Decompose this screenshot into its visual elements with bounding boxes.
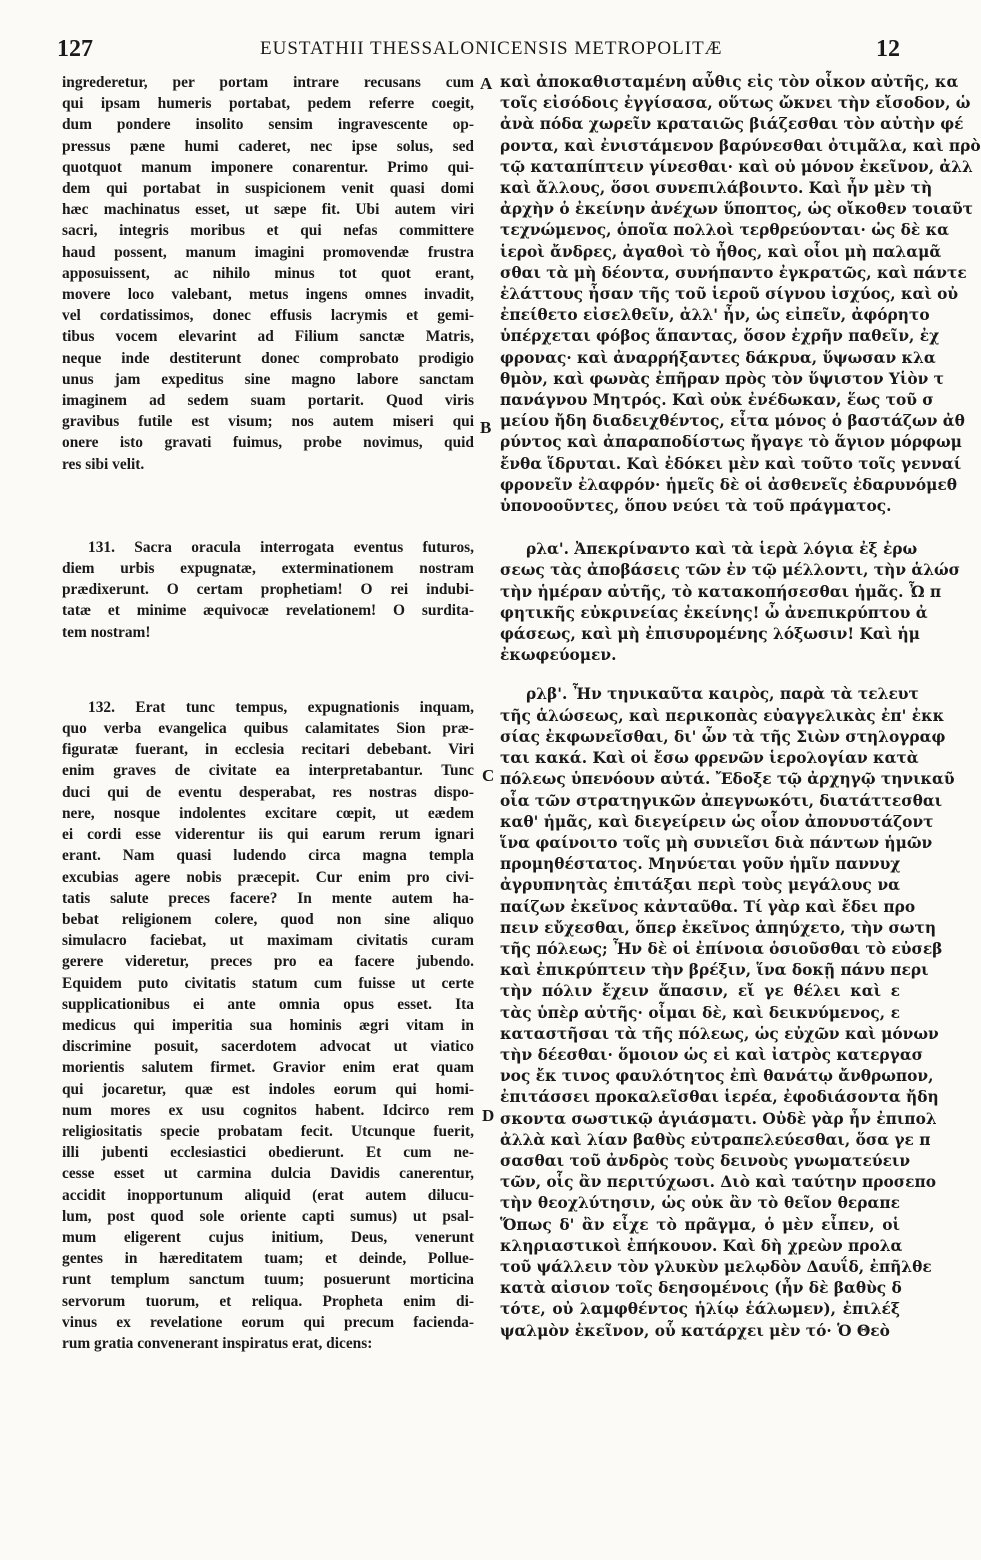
- text-line: ingrederetur, per portam intrare recusans cum: [62, 74, 474, 91]
- text-line: τῷ καταπίπτειν γίνεσθαι· καὶ οὐ μόνον ἐκεῖνον, ἀλλ: [500, 157, 973, 176]
- text-line: φρονας· καὶ ἀναρρήξαντες δάκρυα, ὕψωσαν κλα: [500, 348, 936, 367]
- text-line: ἔνθα ἵδρυται. Καὶ ἐδόκει μὲν καὶ τοῦτο τοῖς γενναί: [500, 454, 962, 473]
- text-line: prædixerunt. O certam prophetiam! O rei indubi-: [62, 581, 474, 599]
- text-line: sacri, integris moribus et qui nefas committere: [62, 222, 474, 240]
- text-line: onere isto gravati fuimus, probe novimus, quid: [62, 434, 474, 452]
- text-line: tatæ et minime æquivocæ revelationem! O surdita-: [62, 602, 474, 620]
- page-number-left: 127: [57, 36, 93, 62]
- text-line: τῶν, οἷς ἂν περιτύχωσι. Διὸ καὶ ταύτην προσεπο: [500, 1173, 937, 1192]
- text-line: excubias agere nobis præcepit. Cur enim pro civi-: [62, 868, 474, 886]
- text-line: τὰς ὑπὲρ αὐτῆς· οἶμαι δὲ, καὶ δεικνύμενος, ε: [500, 1003, 900, 1022]
- text-line: ἀνὰ πόδα χωρεῖν κραταιῶς βιάζεσθαι τὸν αὐτὴν φέ: [500, 115, 964, 134]
- text-line: cesse esset ut carmina dulcia Davidis canerentur,: [62, 1165, 474, 1183]
- running-title: EUSTATHII THESSALONICENSIS METROPOLITÆ: [260, 38, 723, 59]
- text-line: servorum tuorum, et reliqua. Propheta enim di-: [62, 1292, 474, 1310]
- margin-letter-b: B: [480, 418, 492, 437]
- text-line: τοῦ ψάλλειν τὸν γλυκὺν μελῳδὸν Δαυΐδ, ἐπῆλθε: [500, 1257, 932, 1276]
- text-line: τὴν ἡμέραν αὐτῆς, τὸ κατακοπήσεσθαι ἡμᾶς. Ὦ π: [500, 582, 942, 601]
- text-line: φρονεῖν ἐλαφρόν· ἡμεῖς δὲ οἱ ἀσθενεῖς ἐδαρυνόμεθ: [500, 475, 958, 494]
- text-line: ἐπιτάσσει προκαλεῖσθαι ἱερέα, ἐφοδιάσοντα ἤδη: [500, 1088, 939, 1107]
- text-line: Equidem puto civitatis statum cum fuisse ut certe: [62, 974, 474, 992]
- text-line: ei cordi esse viderentur iis qui earum rerum ignari: [62, 826, 474, 844]
- text-line: hæc machinatus esset, ut sæpe fit. Ubi autem viri: [62, 201, 474, 219]
- greek-column: [500, 72, 981, 1342]
- text-line: nere, nosque indolentes excitare cœpit, ut eædem: [62, 804, 474, 822]
- text-line: παίζων ἐκεῖνος κἀνταῦθα. Τί γὰρ καὶ ἔδει προ: [500, 897, 916, 916]
- text-line: erant. Nam quasi ludendo circa magna templa: [62, 847, 474, 865]
- text-line: quotquot manum imponere conarentur. Primo qui-: [62, 158, 474, 176]
- text-line: ὑπέρχεται φόβος ἅπαντας, ὅσον ἐχρῆν παθεῖν, ἐχ: [500, 327, 940, 346]
- text-line: Ὅπως δ' ἂν εἶχε τὸ πρᾶγμα, ὁ μὲν εἶπεν, οἱ: [500, 1215, 900, 1234]
- text-line: qui jocaretur, quæ est indoles eorum qui homi-: [62, 1080, 474, 1098]
- text-line: πόλεως ὑπενόουν αὐτά. Ἔδοξε τῷ ἀρχηγῷ τηνικαῦ: [500, 770, 955, 789]
- text-line: ἐπείθετο εἰσελθεῖν, ἀλλ' ἦν, ὡς εἰπεῖν, ἀφόρητο: [500, 306, 930, 325]
- text-line: qui ipsam humeris portabat, pedem referre coegit,: [62, 95, 474, 113]
- text-line: οἷα τῶν στρατηγικῶν ἀπεγνωκότι, διατάττεσθαι: [500, 791, 943, 810]
- text-line: enim graves de civitate ea interpretabantur. Tunc: [62, 762, 474, 780]
- text-line: προμηθέστατος. Μηνύεται γοῦν ἡμῖν παννυχ: [500, 855, 901, 874]
- text-line: tibus vocem elevarint ad Filium sanctæ Matris,: [62, 328, 474, 346]
- text-line: morientis salutem firmet. Gravior enim erat quam: [62, 1059, 474, 1077]
- text-line: imaginem ad sedem suam portarit. Quod viris: [62, 392, 474, 410]
- greek-paragraph-131: [500, 539, 961, 666]
- text-line: tem nostram!: [62, 623, 151, 641]
- text-line: τὴν δέεσθαι· ὅμοιον ὡς εἰ καὶ ἰατρὸς κατεργασ: [500, 1045, 924, 1064]
- text-line: mum eligerent cujus initium, Deus, venerunt: [62, 1228, 474, 1246]
- running-header: [0, 30, 900, 70]
- text-line: καταστῆσαι τὰ τῆς πόλεως, ὡς εὐχῶν καὶ μόνων: [500, 1024, 939, 1043]
- text-line: σεως τὰς ἀποβάσεις τῶν ἐν τῷ μέλλοντι, τὴν ἁλώσ: [500, 561, 961, 580]
- margin-letter-a: A: [480, 74, 493, 93]
- greek-paragraph-continuation: [500, 72, 981, 517]
- page-number-right: 12: [876, 36, 900, 62]
- text-line: σίας ἐκφωνεῖσθαι, δι' ὧν τὰ τῆς Σιὼν στηλογραφ: [500, 727, 946, 746]
- text-line: σθαι τὰ μὴ δέοντα, συνήπαντο ἐγκρατῶς, καὶ πάντε: [500, 263, 967, 282]
- text-line: gentes in hæreditatem tuam; et deinde, Pollue-: [62, 1250, 474, 1268]
- text-line: illi jubenti ecclesiastici obedierunt. Et cum ne-: [62, 1144, 474, 1162]
- text-line: tatis salute preces facere? In mente autem ha-: [62, 889, 474, 907]
- latin-paragraph-132: [62, 697, 474, 1354]
- text-line: haud possent, manum imagini promovendæ frustra: [62, 243, 474, 261]
- text-line: τὴν θεοχλύτησιν, ὡς οὐκ ἂν τὸ θεῖον θεραπε: [500, 1194, 900, 1213]
- text-line: runt templum sanctum tuum; posuerunt morticina: [62, 1271, 474, 1289]
- text-line: ρλα'. Ἀπεκρίναντο καὶ τὰ ἱερὰ λόγια ἐξ ἐρω: [526, 540, 918, 559]
- text-line: supplicationibus ei ante omnia opus esset. Ita: [62, 995, 474, 1013]
- text-line: ἀγρυπνητὰς ἐπιτάξαι περὶ τοὺς μεγάλους να: [500, 876, 900, 895]
- text-line: res sibi velit.: [62, 455, 145, 473]
- text-line: καὶ ἀποκαθισταμένη αὖθις εἰς τὸν οἶκον αὐτῆς, κα: [500, 73, 959, 91]
- text-line: vinus ex revelatione eorum qui precum facienda-: [62, 1313, 474, 1331]
- text-line: τὴν πόλιν ἔχειν ἅπασιν, εἴ γε θέλει καὶ ε: [500, 982, 900, 1001]
- text-line: ρύντος καὶ ἀπαραποδίστως ἤγαγε τὸ ἅγιον μόρφωμ: [500, 433, 962, 452]
- text-line: discrimine posuit, sacerdotem advocat ut viatico: [62, 1038, 474, 1056]
- text-line: ἀλλὰ καὶ λίαν βαθὺς εὐτραπελεύεσθαι, ὅσα γε π: [500, 1130, 931, 1149]
- text-line: lum, post quod sole oriente capti sumus) ut psal-: [62, 1207, 474, 1225]
- text-line: ροντα, καὶ ἐνιστάμενον βαρύνεσθαι ὀτιμᾶλα, καὶ πρὸ: [500, 136, 981, 155]
- text-line: κληριαστικοὶ ἐπήκουον. Καὶ δὴ χρεὼν προλα: [500, 1236, 903, 1255]
- latin-column: [62, 72, 474, 1354]
- text-line: duci qui de eventu desperabat, res nostras dispo-: [62, 783, 474, 801]
- text-line: κατὰ αἰσιον τοῖς δεησομένοις (ἦν δὲ βαθὺς δ: [500, 1279, 902, 1298]
- text-line: vel cordatissimos, donec effusis lacrymis et gemi-: [62, 307, 474, 325]
- text-line: num mores ex usu cognitos habent. Idcirco rem: [62, 1101, 474, 1119]
- text-line: bebat religionem colere, quod non sine aliquo: [62, 910, 474, 928]
- margin-letter-c: C: [482, 766, 495, 785]
- text-line: καὶ ἐπικρύπτειν τὴν βρέξιν, ἵνα δοκῇ πάνυ περι: [500, 961, 929, 980]
- text-line: movere loco valebant, metus ingens omnes invadit,: [62, 286, 474, 304]
- text-line: τεχνώμενος, ὁποῖα πολλοὶ τερθρεύονται· ὡς δὲ κα: [500, 221, 949, 240]
- text-line: ὑπονοοῦντες, ὅπου νεύει τὰ τοῦ πράγματος.: [500, 497, 892, 516]
- text-line: 131. Sacra oracula interrogata eventus futuros,: [88, 538, 474, 556]
- text-line: medicus qui imperitia sua hominis ægri vitam in: [62, 1016, 474, 1034]
- text-line: ρλβ'. Ἦν τηνικαῦτα καιρὸς, παρὰ τὰ τελευτ: [526, 685, 919, 704]
- text-line: καθ' ἡμᾶς, καὶ διεγείρειν ὡς οἷον ἀπονυστάζοντ: [500, 812, 934, 831]
- text-line: ἱεροὶ ἄνδρες, ἀγαθοὶ τὸ ἦθος, καὶ οἷοι μὴ παλαμᾶ: [500, 242, 942, 261]
- text-line: ἵνα φαίνοιτο τοῖς μὴ συνιεῖσι διὰ πάντων ἡμῶν: [500, 833, 933, 852]
- text-line: dem qui portabat in suspicionem venit quasi domi: [62, 180, 474, 198]
- text-line: ἐκωφεύομεν.: [500, 646, 617, 665]
- text-line: τῆς πόλεως; Ἦν δὲ οἱ ἐπίνοια ὁσιοῦσθαι τὸ εὐσεβ: [500, 939, 943, 958]
- greek-paragraph-132: [500, 684, 955, 1341]
- text-line: 132. Erat tunc tempus, expugnationis inquam,: [88, 698, 474, 716]
- text-line: quo verba evangelica quibus calamitates Sion præ-: [62, 720, 474, 738]
- text-line: καὶ ἄλλους, ὅσοι συνεπιλάβοιντο. Καὶ ἦν μὲν τὴ: [500, 179, 933, 198]
- text-line: religiositatis specie probatam fecit. Utcunque fuerit,: [62, 1122, 474, 1140]
- text-line: diem urbis expugnatæ, exterminationem nostram: [62, 560, 474, 578]
- text-line: gravibus futile est visum; nos autem miseri qui: [62, 413, 474, 431]
- text-line: dum pondere insolito sensim ingravescente op-: [62, 116, 474, 134]
- text-line: neque inde destiterunt donec comprobato prodigio: [62, 349, 474, 367]
- text-line: τῆς ἁλώσεως, καὶ περικοπὰς εὐαγγελικὰς ἐπ' ἐκκ: [500, 706, 945, 725]
- text-line: τότε, οὐ λαμφθέντος ἡλίῳ ἑάλωμεν), ἐπιλέξ: [500, 1300, 900, 1319]
- text-line: νος ἔκ τινος φαυλότητος ἐπὶ θανάτῳ ἄνθρωπον,: [500, 1067, 934, 1086]
- text-line: accidit inopportunum aliquid (erat autem dilucu-: [62, 1186, 474, 1204]
- text-line: unus jam expeditus sine magno labore sanctam: [62, 370, 474, 388]
- text-line: ἀρχὴν ὁ ἐκείνην ἀνέχων ὕποπτος, ὡς οἴκοθεν τοιαῦτ: [500, 200, 974, 219]
- text-line: πειν εὔχεσθαι, ὅπερ ἐκεῖνος ἀπηύχετο, τὴν σωτη: [500, 918, 937, 937]
- text-line: gerere videretur, preces pro ea facere jubendo.: [62, 953, 474, 971]
- text-line: rum gratia convenerant inspiratus erat, dicens:: [62, 1334, 373, 1352]
- text-line: pressus pæne humi caderet, nec ipse solus, sed: [62, 137, 474, 155]
- text-line: μείου ἤδη διαδειχθέντος, εἶτα μόνος ὁ βαστάζων ἀθ: [500, 412, 965, 431]
- latin-paragraph-131: [62, 537, 474, 643]
- text-line: θμὸν, καὶ φωνὰς ἐπῆραν πρὸς τὸν ὕψιστον Υἱὸν τ: [500, 369, 944, 388]
- text-line: σασθαι τοῦ ἀνδρὸς τοὺς δεινοὺς γνωματεύειν: [500, 1151, 911, 1170]
- text-line: ἐλάττους ἦσαν τῆς τοῦ ἱεροῦ σίγνου ἰσχύος, καὶ οὐ: [500, 285, 959, 304]
- text-line: τοῖς εἰσόδοις ἐγγίσασα, οὕτως ὤκνει τὴν εἴσοδον, ὡ: [500, 94, 971, 113]
- latin-paragraph-continuation: [62, 72, 474, 475]
- text-line: πανάγνου Μητρός. Καὶ οὐκ ἐνέδωκαν, ἕως τοῦ σ: [500, 391, 934, 410]
- text-line: figuratæ fuerant, in ecclesia recitari debebant. Viri: [62, 741, 474, 759]
- text-line: ψαλμὸν ἐκεῖνον, οὗ κατάρχει μὲν τό· Ὁ Θεὸ: [500, 1321, 890, 1340]
- text-line: σκοντα σωστικῷ ἁγιάσματι. Οὐδὲ γὰρ ἦν ἐπιπολ: [500, 1109, 937, 1128]
- text-line: simulacro faciebat, ut maximam civitatis curam: [62, 932, 474, 950]
- margin-letter-d: D: [482, 1106, 495, 1125]
- text-line: φητικῆς εὐκρινείας ἐκείνης! ὦ ἀνεπικρύπτου ἀ: [500, 603, 928, 622]
- text-line: ται κακά. Καὶ οἱ ἔσω φρενῶν ἱερολογίαν κατὰ: [500, 749, 919, 768]
- text-line: φάσεως, καὶ μὴ ἐπισυρομένης λόξωσιν! Καὶ ἡμ: [500, 625, 920, 644]
- text-line: apposuissent, ac nihilo minus tot quot erant,: [62, 264, 474, 282]
